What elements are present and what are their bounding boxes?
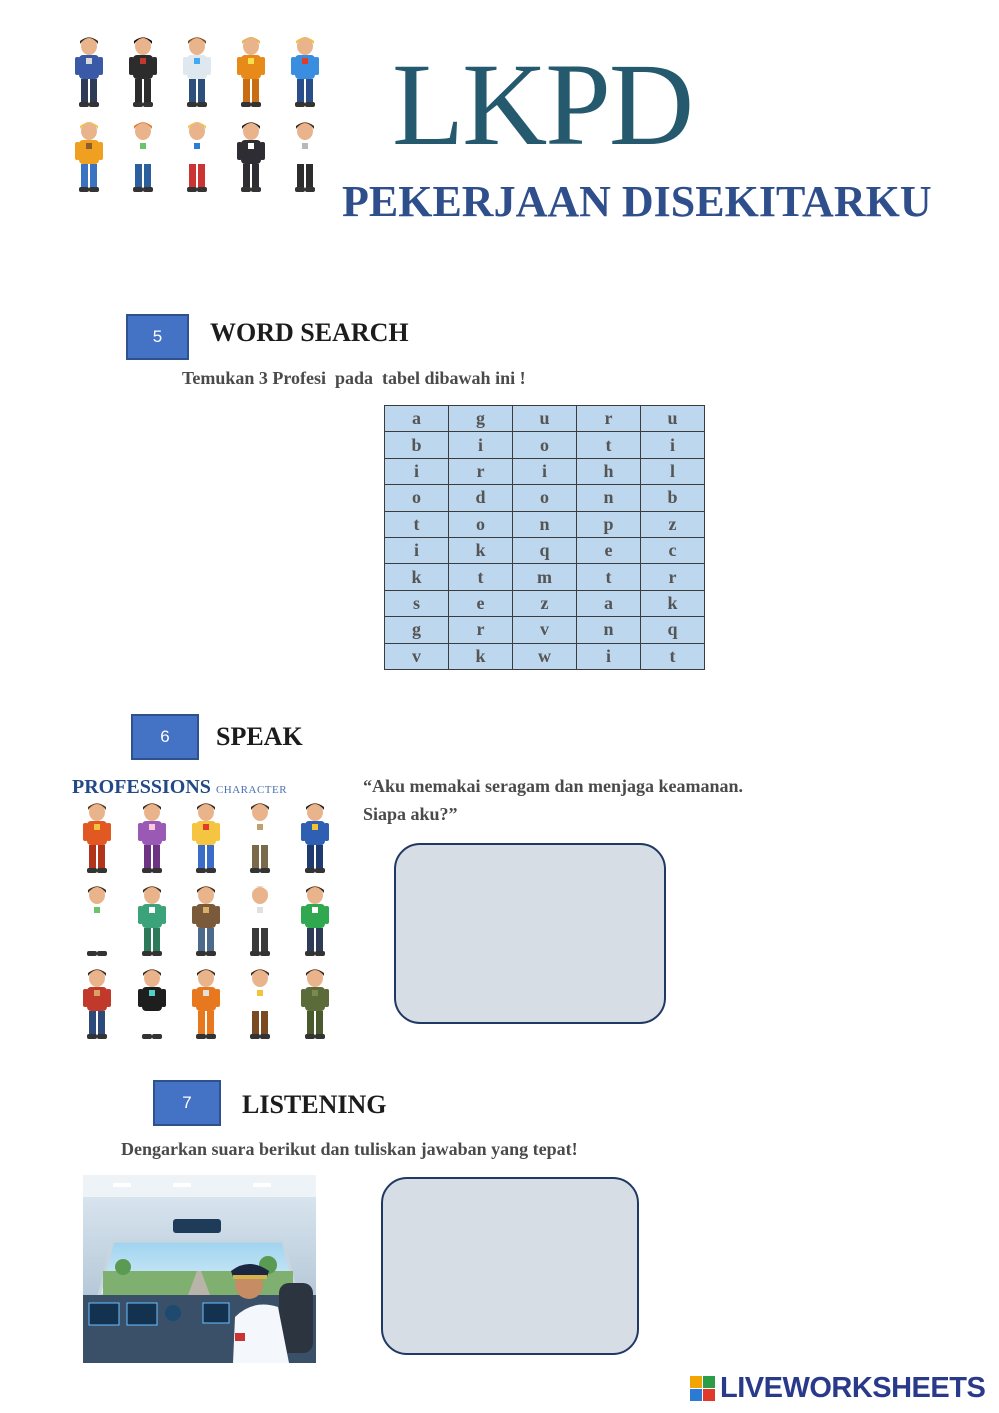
word-search-row xyxy=(385,643,705,669)
listening-heading: LISTENING xyxy=(242,1090,387,1119)
word-search-cell[interactable]: b xyxy=(385,432,449,458)
section-number-badge-5 xyxy=(126,314,189,360)
speak-heading: SPEAK xyxy=(216,722,303,751)
word-search-cell[interactable]: k xyxy=(449,643,513,669)
professions-title-text: PROFESSIONS xyxy=(72,776,211,798)
word-search-cell[interactable]: o xyxy=(513,432,577,458)
speak-question-line-2: Siapa aku?” xyxy=(363,804,458,824)
word-search-cell[interactable]: t xyxy=(641,643,705,669)
word-search-cell[interactable]: b xyxy=(641,485,705,511)
word-search-cell[interactable]: k xyxy=(641,590,705,616)
word-search-cell[interactable]: t xyxy=(385,511,449,537)
speak-question xyxy=(363,772,743,828)
section-number-badge-6 xyxy=(131,714,199,760)
word-search-cell[interactable]: t xyxy=(449,564,513,590)
word-search-cell[interactable]: u xyxy=(641,406,705,432)
word-search-cell[interactable]: c xyxy=(641,537,705,563)
word-search-row xyxy=(385,406,705,432)
word-search-row xyxy=(385,458,705,484)
word-search-cell[interactable]: q xyxy=(641,617,705,643)
listening-answer-box[interactable] xyxy=(381,1177,639,1355)
word-search-cell[interactable]: z xyxy=(641,511,705,537)
word-search-cell[interactable]: r xyxy=(641,564,705,590)
speak-question-line-1: “Aku memakai seragam dan menjaga keamanan. xyxy=(363,776,744,796)
speak-answer-box[interactable] xyxy=(394,843,666,1024)
word-search-cell[interactable]: u xyxy=(513,406,577,432)
word-search-cell[interactable]: g xyxy=(449,406,513,432)
word-search-cell[interactable]: s xyxy=(385,590,449,616)
word-search-cell[interactable]: v xyxy=(513,617,577,643)
word-search-cell[interactable]: r xyxy=(577,406,641,432)
page-title: LKPD xyxy=(392,39,693,170)
word-search-cell[interactable]: a xyxy=(577,590,641,616)
word-search-cell[interactable]: t xyxy=(577,432,641,458)
word-search-cell[interactable]: i xyxy=(577,643,641,669)
professions-subtitle-text: CHARACTER xyxy=(215,784,288,796)
liveworksheets-brand-text: LIVEWORKSHEETS xyxy=(720,1372,986,1404)
word-search-cell[interactable]: i xyxy=(449,432,513,458)
listening-instruction: Dengarkan suara berikut dan tuliskan jawaban yang tepat! xyxy=(121,1139,578,1159)
section-number-badge-7 xyxy=(153,1080,221,1126)
word-search-cell[interactable]: g xyxy=(385,617,449,643)
word-search-row xyxy=(385,590,705,616)
word-search-cell[interactable]: r xyxy=(449,617,513,643)
word-search-cell[interactable]: o xyxy=(513,485,577,511)
word-search-row xyxy=(385,564,705,590)
word-search-cell[interactable]: p xyxy=(577,511,641,537)
word-search-row xyxy=(385,432,705,458)
word-search-cell[interactable]: n xyxy=(577,485,641,511)
word-search-cell[interactable]: h xyxy=(577,458,641,484)
word-search-cell[interactable]: i xyxy=(513,458,577,484)
word-search-cell[interactable]: i xyxy=(385,537,449,563)
word-search-cell[interactable]: a xyxy=(385,406,449,432)
page-subtitle: PEKERJAAN DISEKITARKU xyxy=(342,177,932,226)
section-number: 5 xyxy=(152,327,163,346)
word-search-cell[interactable]: e xyxy=(577,537,641,563)
word-search-cell[interactable]: n xyxy=(577,617,641,643)
word-search-grid xyxy=(384,405,705,670)
word-search-cell[interactable]: r xyxy=(449,458,513,484)
word-search-instruction: Temukan 3 Profesi pada tabel dibawah ini ! xyxy=(182,368,526,388)
word-search-cell[interactable]: i xyxy=(641,432,705,458)
word-search-cell[interactable]: l xyxy=(641,458,705,484)
liveworksheets-logo-icon xyxy=(690,1376,716,1402)
word-search-heading: WORD SEARCH xyxy=(210,318,409,347)
word-search-cell[interactable]: v xyxy=(385,643,449,669)
word-search-cell[interactable]: d xyxy=(449,485,513,511)
word-search-cell[interactable]: k xyxy=(385,564,449,590)
word-search-cell[interactable]: t xyxy=(577,564,641,590)
word-search-row xyxy=(385,537,705,563)
liveworksheets-logo[interactable] xyxy=(690,1372,985,1405)
section-number: 7 xyxy=(182,1093,192,1112)
word-search-cell[interactable]: z xyxy=(513,590,577,616)
section-number: 6 xyxy=(160,727,170,746)
train-driver-photo xyxy=(83,1175,316,1363)
word-search-row xyxy=(385,617,705,643)
word-search-cell[interactable]: k xyxy=(449,537,513,563)
word-search-cell[interactable]: i xyxy=(385,458,449,484)
word-search-row xyxy=(385,511,705,537)
word-search-cell[interactable]: n xyxy=(513,511,577,537)
professions-character-illustration xyxy=(70,795,342,1045)
word-search-cell[interactable]: e xyxy=(449,590,513,616)
word-search-cell[interactable]: q xyxy=(513,537,577,563)
professions-header-illustration xyxy=(62,28,332,198)
word-search-cell[interactable]: o xyxy=(449,511,513,537)
word-search-cell[interactable]: m xyxy=(513,564,577,590)
word-search-cell[interactable]: o xyxy=(385,485,449,511)
word-search-cell[interactable]: w xyxy=(513,643,577,669)
word-search-row xyxy=(385,485,705,511)
